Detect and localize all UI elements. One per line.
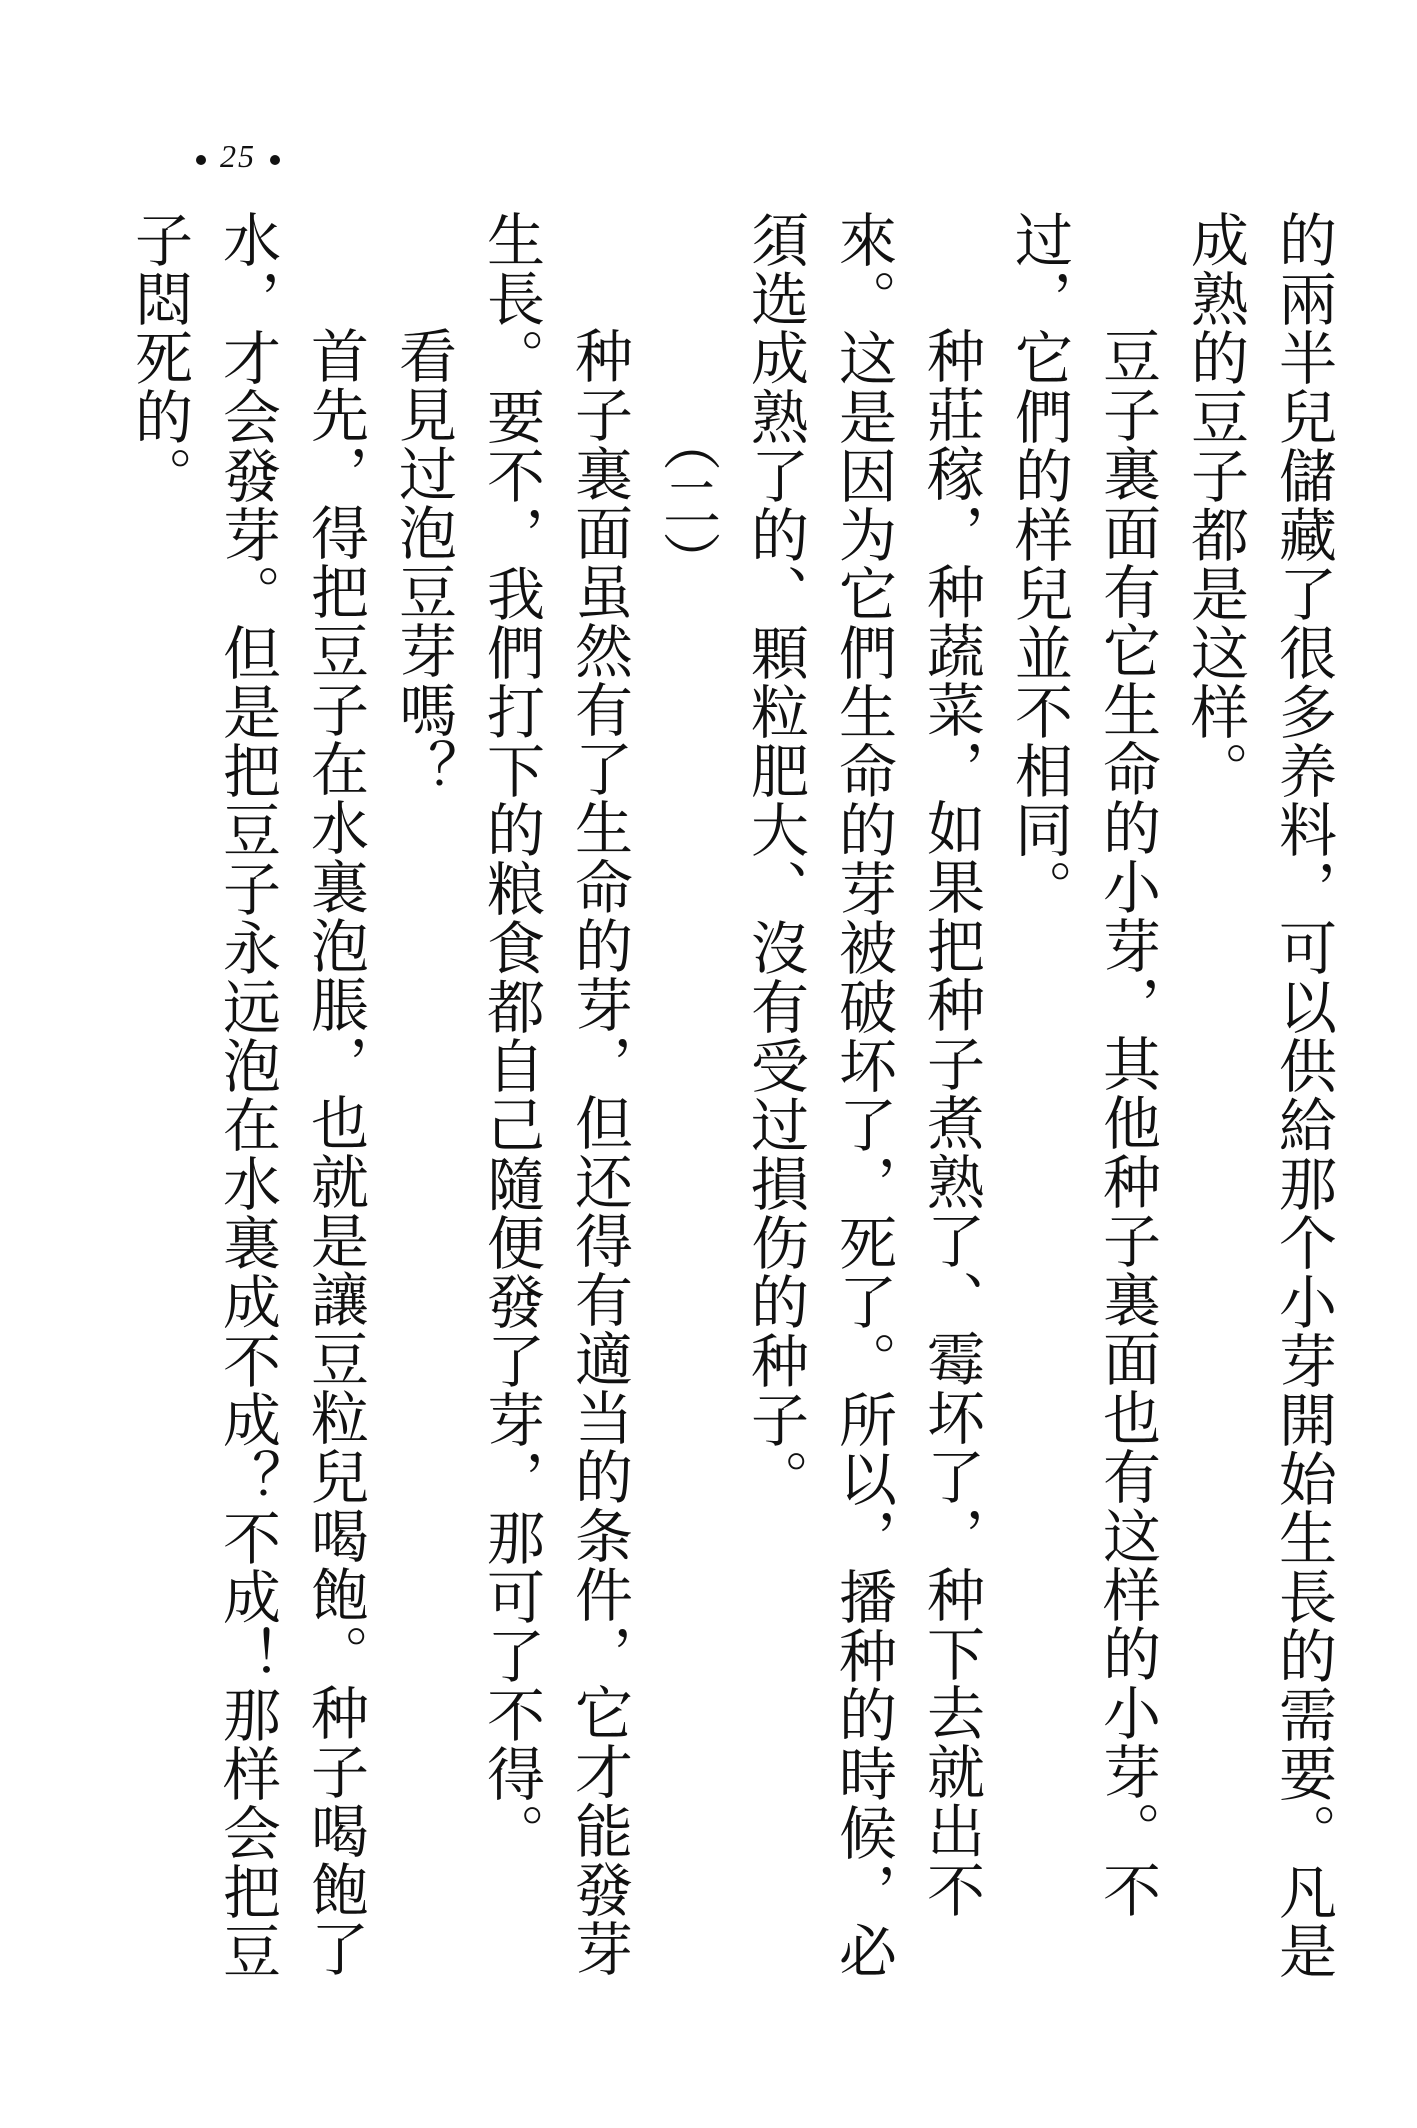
paragraph: 豆子裏面有它生命的小芽，其他种子裏面也有这样的小芽。不过，它們的样兒並不相同。 [1005,210,1161,1919]
page-number [182,138,294,175]
paragraph: 种莊稼，种蔬菜，如果把种子煮熟了、霉坏了，种下去就出不來。这是因为它們生命的芽被破坏了，死了。所以，播种的時候，必須选成熟了的、顆粒肥大、沒有受过損伤的种子。 [741,210,985,1980]
page-number-text: 25 [220,138,256,174]
right-dot-ornament [270,155,280,165]
paragraph-continuation: 的兩半兒儲藏了很多养料，可以供給那个小芽開始生長的需要。凡是成熟的豆子都是这样。 [1181,210,1337,1980]
vertical-text-body [125,210,1347,2010]
paragraph: 看見过泡豆芽嗎？ [389,326,457,798]
paragraph: 首先，得把豆子在水裏泡脹，也就是讓豆粒兒喝飽。种子喝飽了水，才会發芽。但是把豆子永远泡在水裏成不成？不成！那样会把豆子悶死的。 [125,210,369,1980]
left-dot-ornament [196,155,206,165]
paragraph: 种子裏面虽然有了生命的芽，但还得有適当的条件，它才能發芽生長。要不，我們打下的粮食都自己隨便發了芽，那可了不得。 [477,210,633,1978]
section-heading: （二） [653,413,721,590]
